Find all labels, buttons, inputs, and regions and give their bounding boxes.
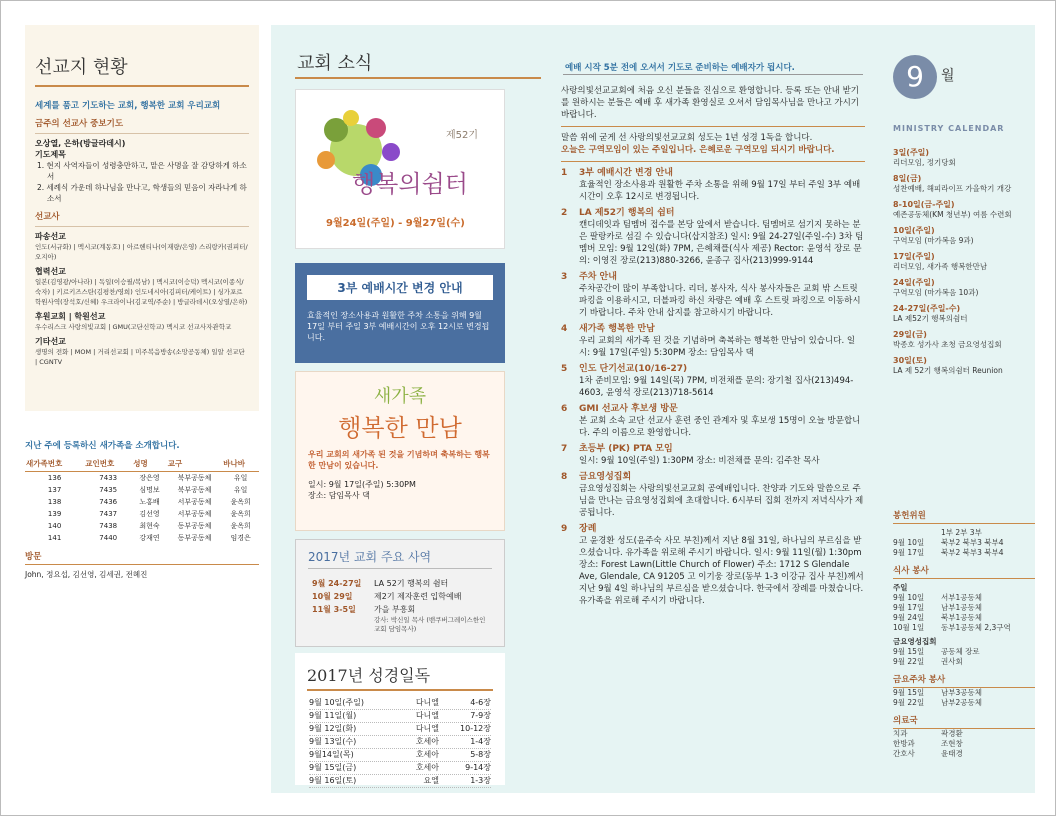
table-row	[25, 520, 259, 532]
calendar-event: 리더모임, 정기당회	[893, 158, 956, 167]
cell: 유일	[233, 474, 248, 482]
bible-book: 다니엘	[415, 698, 439, 707]
bible-book: 호세아	[415, 763, 439, 772]
cell: 137	[47, 486, 62, 494]
retreat-flyer	[295, 89, 505, 249]
welcome-text: 사랑의빛선교교회에 처음 오신 분들을 진심으로 환영합니다. 등록 또는 안내 받기를 원하시는 분들은 예배 후 새가족 환영실로 오셔서 담임목사님을 만나고 가시기 바랍니다.	[561, 86, 859, 120]
row-date: 10월 1일	[893, 623, 925, 632]
news-item-body: 본 교회 소속 교단 선교사 훈련 중인 관계자 및 후보생 15명이 오늘 방문합니다. 주의 이름으로 환영합니다.	[579, 416, 861, 438]
table-row	[25, 484, 259, 496]
calendar-item	[893, 251, 1035, 272]
bible-date: 9월 15일(금)	[309, 763, 357, 772]
row-date: 9월 22일	[893, 657, 925, 666]
event-text: LA 52기 행복의 쉼터	[374, 579, 449, 588]
dispatch-list: 인도(서규화) | 멕시코(계동호) | 아르헨티나(이재량/은영) 스리랑카(권피터/오지아)	[35, 243, 248, 261]
bible-book: 호세아	[415, 750, 439, 759]
retreat-dates: 9월24일(주일) - 9월27일(수)	[326, 218, 465, 229]
cell: 강재연	[139, 534, 160, 542]
retreat-title: 행복의쉼터	[352, 170, 468, 198]
news-item-title: 금요영성집회	[579, 472, 632, 482]
col-district: 교구	[167, 456, 222, 472]
cell: 7435	[99, 486, 118, 494]
cell: 북부공동체	[177, 486, 212, 494]
bible-book: 호세아	[415, 737, 439, 746]
medical-heading: 의료국	[893, 714, 1035, 729]
friday-row	[893, 647, 1035, 657]
cell: 138	[47, 498, 62, 506]
news-list	[561, 85, 865, 607]
meet-top-text: 새가족	[373, 386, 427, 407]
cell: 서부공동체	[177, 510, 212, 518]
row-value: 곽경환	[941, 729, 963, 738]
news-item	[561, 403, 865, 439]
meal-heading: 식사 봉사	[893, 564, 1035, 579]
meal-row	[893, 603, 1035, 613]
bible-row	[309, 697, 491, 710]
prayer-item-1: 1. 현지 사역자들이 성령충만하고, 맡은 사명을 잘 감당하게 하소서	[37, 161, 247, 181]
bible-chapters: 10-12장	[460, 724, 491, 733]
row-value: 조현창	[941, 739, 963, 748]
news-num: 4	[561, 324, 568, 334]
news-item-title: 새가족 행복한 만남	[579, 324, 655, 334]
news-item	[561, 167, 865, 203]
calendar-date: 24일(주일)	[893, 278, 935, 287]
bible-date: 9월 12일(화)	[309, 724, 357, 733]
row-label: 한방과	[893, 739, 915, 748]
row-value: 동부1공동체 2,3구역	[941, 623, 1011, 632]
news-item-title: LA 제52기 행복의 쉼터	[579, 208, 675, 218]
news-num: 9	[561, 524, 568, 534]
medical-row	[893, 749, 1035, 759]
visitor-heading: 방문	[25, 550, 259, 565]
event-note: 강사: 박신일 목사 (밴쿠버그레이스한인교회 담임목사)	[374, 616, 486, 633]
cell: 노홍배	[139, 498, 160, 506]
newcomer-section	[25, 439, 259, 580]
cell: 서부공동체	[177, 498, 212, 506]
calendar-event: 구역모임 (마가복음 9과)	[893, 236, 974, 245]
support-list: 우수리스크 사랑의빛교회 | GMU(고단신학교) 멕시코 선교사자관학교	[35, 323, 232, 331]
cell: 7436	[99, 498, 118, 506]
service-change-title: 3부 예배시간 변경 안내	[307, 275, 493, 300]
bible-chapters: 5-8장	[470, 750, 491, 759]
retreat-number: 제52기	[446, 130, 479, 141]
news-item	[561, 471, 865, 519]
event-date: 11월 3-5일	[312, 605, 356, 614]
cell: 유일	[233, 486, 248, 494]
table-row	[25, 472, 259, 485]
bible-row	[309, 775, 491, 788]
weekly-missionary-names: 오상열, 은하(방글라데시)	[35, 139, 126, 148]
row-value: 남부3공동체	[941, 688, 982, 697]
major-events-box	[295, 539, 505, 647]
tagline: 예배 시작 5분 전에 오셔서 기도로 준비하는 예배자가 됩시다.	[565, 63, 795, 73]
news-item-body: 1차 준비모임: 9월 14일(목) 7PM, 비전채플 문의: 장기철 집사(213)494-4603, 윤영석 장로(213)718-5614	[579, 376, 854, 398]
cell: 장은영	[139, 474, 160, 482]
col-member-no: 교인번호	[84, 456, 132, 472]
dispatch-heading: 파송선교	[35, 232, 66, 241]
news-item-body: 금요영성집회는 사랑의빛선교교회 공예배입니다. 찬양과 기도와 말씀으로 주님을 만나는 금요영성집회에 초대합니다. 6시부터 집회 전까지 저녁식사가 제공됩니다.	[579, 484, 864, 518]
news-num: 3	[561, 272, 568, 282]
friday-row	[893, 657, 1035, 667]
prayer-item-2: 2. 세례식 가운데 하나님을 만나고, 학생들의 믿음이 자라나게 하소서	[37, 183, 247, 203]
cell: 김선영	[139, 510, 160, 518]
news-num: 1	[561, 168, 568, 178]
calendar-event: 구역모임 (마가복음 10과)	[893, 288, 979, 297]
coop-heading: 협력선교	[35, 267, 66, 276]
row-value: 남부2공동체	[941, 698, 982, 707]
bible-row	[309, 762, 491, 775]
other-list: 생명의 전화 | MOM | 거리선교회 | 미주복음방송(소망공동체) 일알 선교단 | CGNTV	[35, 348, 245, 366]
row-label: 치과	[893, 729, 908, 738]
news-item-title: 3부 예배시간 변경 안내	[579, 168, 673, 178]
cell: 139	[47, 510, 62, 518]
event-row	[312, 603, 488, 616]
month-word: 월	[941, 68, 955, 84]
news-num: 6	[561, 404, 568, 414]
cell: 심명보	[139, 486, 160, 494]
cell: 141	[47, 534, 62, 542]
table-row	[25, 508, 259, 520]
newcomer-table	[25, 456, 259, 544]
table-row	[25, 496, 259, 508]
bible-title: 2017년 성경일독	[307, 663, 493, 691]
bible-date: 9월14일(목)	[309, 750, 354, 759]
visitor-list: John, 정요섭, 김선영, 김세권, 전혜진	[25, 570, 148, 579]
row-value: 공동체 장로	[941, 647, 980, 656]
bible-date: 9월 13일(수)	[309, 737, 357, 746]
calendar-date: 3일(주일)	[893, 148, 930, 157]
usher-columns: 1부 2부 3부	[941, 528, 982, 537]
row-date: 9월 10일	[893, 593, 925, 602]
news-item-body: 일시: 9월 10일(주일) 1:30PM 장소: 비전채플 문의: 김주찬 목사	[579, 456, 820, 466]
bible-chapters: 7-9장	[470, 711, 491, 720]
support-heading: 후원교회 | 학원선교	[35, 312, 106, 321]
friday-heading: 금요영성집회	[893, 637, 937, 646]
meet-where: 장소: 담임목사 댁	[308, 491, 370, 500]
calendar-date: 17일(주일)	[893, 252, 935, 261]
news-num: 7	[561, 444, 568, 454]
month-badge: 9	[893, 55, 937, 99]
coop-list: 일본(김영광/아나라) | 독일(이승필/복남) | 멕시코(이승덕) 멕시코(이종식/숙자) | 키르키즈스탄(김평찬/영희) 인도네시아(김피터/케이트) | 싱가포르 학원사역(장석호/신혜) 우크라이나(김교역/주순) | 방글라데시(오상열/은하)	[35, 278, 248, 306]
calendar-item	[893, 173, 1035, 194]
calendar-item	[893, 225, 1035, 246]
news-item-title: 장례	[579, 524, 597, 534]
calendar-item	[893, 147, 1035, 168]
meet-title: 행복한 만남	[338, 414, 462, 442]
row-value: 북부2 북부3 북부4	[941, 538, 1004, 547]
cell: 7438	[99, 522, 118, 530]
cell: 윤옥희	[230, 522, 251, 530]
mission-status-panel	[25, 25, 259, 411]
event-date: 10월 29일	[312, 592, 353, 601]
table-row	[25, 532, 259, 544]
row-value: 북부1공동체	[941, 613, 982, 622]
bible-date: 9월 16일(토)	[309, 776, 357, 785]
event-date: 9월 24-27일	[312, 579, 362, 588]
cell: 140	[47, 522, 62, 530]
mission-intro: 세계를 품고 기도하는 교회, 행복한 교회 우리교회	[35, 101, 221, 111]
row-value: 서부1공동체	[941, 593, 982, 602]
news-item	[561, 443, 865, 467]
news-item-title: 인도 단기선교(10/16-27)	[579, 364, 688, 374]
word-text: 말씀 위에 굳게 선 사랑의빛선교교회 성도는 1년 성경 1독을 합니다.	[561, 133, 813, 143]
row-value: 남부1공동체	[941, 603, 982, 612]
event-row	[312, 577, 488, 590]
row-date: 9월 15일	[893, 647, 925, 656]
medical-row	[893, 729, 1035, 739]
row-date: 9월 15일	[893, 688, 925, 697]
medical-row	[893, 739, 1035, 749]
cell: 최현숙	[139, 522, 160, 530]
bible-chapters: 1-3장	[470, 776, 491, 785]
parking-row	[893, 688, 1035, 698]
newcomer-heading: 지난 주에 등록하신 새가족을 소개합니다.	[25, 441, 180, 451]
prayer-label: 기도제목	[35, 150, 66, 159]
bible-book: 요엘	[423, 776, 439, 785]
news-item	[561, 363, 865, 399]
meet-when: 일시: 9월 17일(주일) 5:30PM	[308, 480, 416, 489]
usher-heading: 봉헌위원	[893, 509, 1035, 524]
bible-chapters: 9-14장	[465, 763, 491, 772]
bible-chapters: 1-4장	[470, 737, 491, 746]
news-item	[561, 323, 865, 359]
news-item-body: 고 윤경환 성도(윤주숙 사모 부친)께서 지난 8월 31일, 하나님의 부르심을 받으셨습니다. 유가족을 위로해 주시기 바랍니다. 일시: 9월 11일(월) 1:30pm 장소: Forest Lawn(Little Church of Flower) 주소: 1712 S Glendale Ave, Glendale, CA 91205 고 이기웅 장로(동부 1-3 이강규 집사 부친)께서 지난 9월 4일 하나님의 부르심을 받으셨습니다. 한국에서 장례를 마쳤습니다. 유가족을 위로해 주시기 바랍니다.	[579, 536, 864, 606]
cell: 윤옥희	[230, 510, 251, 518]
bible-book: 다니엘	[415, 724, 439, 733]
news-num: 2	[561, 208, 568, 218]
cell: 7440	[99, 534, 118, 542]
cell: 7433	[99, 474, 118, 482]
row-date: 9월 24일	[893, 613, 925, 622]
news-item-title: 주차 안내	[579, 272, 617, 282]
bible-row	[309, 723, 491, 736]
news-item	[561, 271, 865, 319]
mission-title: 선교지 현황	[35, 25, 249, 87]
row-value: 권사회	[941, 657, 963, 666]
news-title: 교회 소식	[297, 53, 373, 74]
calendar-event: LA 제 52기 행복의쉼터 Reunion	[893, 366, 1003, 375]
bible-reading-box	[295, 653, 505, 785]
col-barnabas: 바나바	[222, 456, 259, 472]
usher-row	[893, 548, 1035, 558]
news-num: 8	[561, 472, 568, 482]
news-item-body: 효율적인 장소사용과 원활한 주차 소통을 위해 9월 17일 부터 주일 3부 예배시간이 오후 12시로 변경됩니다.	[579, 180, 861, 202]
news-item-body: 우리 교회의 새가족 된 것을 기념하며 축복하는 행복한 만남이 있습니다. 일시: 9월 17일(주일) 5:30PM 장소: 담임목사 댁	[579, 336, 856, 358]
cell: 임경은	[230, 534, 251, 542]
calendar-event: 박종호 성가사 초청 금요영성집회	[893, 340, 1002, 349]
news-item	[561, 207, 865, 267]
event-text: 제2기 제자훈련 입학예배	[374, 592, 462, 601]
calendar-date: 8일(금)	[893, 174, 922, 183]
news-item-title: 초등부 (PK) PTA 모임	[579, 444, 673, 454]
ministry-calendar	[893, 147, 1035, 381]
col-name: 성명	[132, 456, 167, 472]
calendar-heading: MINISTRY CALENDAR	[893, 124, 1005, 133]
row-date: 9월 10일	[893, 538, 925, 547]
cell: 7437	[99, 510, 118, 518]
calendar-date: 24-27일(주일-수)	[893, 304, 961, 313]
calendar-item	[893, 303, 1035, 324]
news-item-body: 캔디데잇과 팀멤버 접수를 본당 앞에서 받습니다. 팀멤버로 섬기지 못하는 분은 팔랑카로 섬길 수 있습니다(삽지참조) 일시: 9월 24-27일(주일-수) 3차 팀멤버 모임: 9월 12일(화) 7PM, 은혜채플(식사 제공) Rector: 윤영석 장로 문의: 이영진 장로(213)880-3266, 윤종구 집사(213)999-9144	[579, 220, 864, 266]
missionary-heading: 선교사	[35, 212, 60, 222]
highlight-text: 오늘은 구역모임이 있는 주일입니다. 은혜로운 구역모임 되시기 바랍니다.	[561, 145, 835, 155]
calendar-event: 성찬예배, 해피라이프 가을학기 개강	[893, 184, 1012, 193]
usher-row	[893, 538, 1035, 548]
calendar-item	[893, 277, 1035, 298]
cell: 동부공동체	[177, 522, 212, 530]
meet-body: 우리 교회의 새가족 된 것을 기념하며 축복하는 행복한 만남이 있습니다.	[308, 450, 490, 470]
row-date: 9월 22일	[893, 698, 925, 707]
row-value: 북부2 북부3 북부4	[941, 548, 1004, 557]
service-lists	[893, 503, 1035, 759]
events-title: 2017년 교회 주요 사역	[308, 548, 492, 569]
calendar-event: 리더모임, 새가족 행복한만남	[893, 262, 988, 271]
sunday-heading: 주일	[893, 583, 908, 592]
meal-row	[893, 623, 1035, 633]
bible-row	[309, 736, 491, 749]
row-date: 9월 17일	[893, 603, 925, 612]
event-text: 가을 부흥회	[374, 605, 416, 614]
news-item-body: 주차공간이 많이 부족합니다. 리더, 봉사자, 식사 봉사자들은 교회 밖 스트릿 파킹을 이용하시고, 더블파킹 하신 차량은 예배 후 스트릿 파킹으로 이동하시기 바랍니다. 주차 안내 삽지를 참고하시기 바랍니다.	[579, 284, 861, 318]
calendar-date: 10일(주일)	[893, 226, 935, 235]
cell: 동부공동체	[177, 534, 212, 542]
service-change-body: 효율적인 장소사용과 원활한 주차 소통을 위해 9월 17일 부터 주일 3부 예배시간이 오후 12시로 변경됩니다.	[307, 311, 490, 342]
calendar-event: LA 제52기 행복의쉼터	[893, 314, 968, 323]
bible-row	[309, 710, 491, 723]
calendar-date: 29일(금)	[893, 330, 927, 339]
calendar-item	[893, 355, 1035, 376]
calendar-date: 8-10일(금-주일)	[893, 200, 955, 209]
bible-date: 9월 10일(주일)	[309, 698, 364, 707]
newcomer-meeting-flyer	[295, 371, 505, 531]
calendar-event: 예존공동체(KM 청년부) 여름 수련회	[893, 210, 1012, 219]
cell: 136	[47, 474, 62, 482]
bible-book: 다니엘	[415, 711, 439, 720]
bible-date: 9월 11일(월)	[309, 711, 357, 720]
bible-row	[309, 749, 491, 762]
news-item-title: GMI 선교사 후보생 방문	[579, 404, 678, 414]
row-date: 9월 17일	[893, 548, 925, 557]
weekly-missionary-heading: 금주의 선교사 중보기도	[35, 119, 124, 129]
parking-row	[893, 698, 1035, 708]
event-row	[312, 590, 488, 603]
cell: 북부공동체	[177, 474, 212, 482]
calendar-date: 30일(토)	[893, 356, 927, 365]
row-label: 간호사	[893, 749, 915, 758]
service-change-flyer	[295, 263, 505, 363]
meal-row	[893, 593, 1035, 603]
calendar-item	[893, 329, 1035, 350]
row-value: 윤태경	[941, 749, 963, 758]
bible-chapters: 4-6장	[470, 698, 491, 707]
news-num: 5	[561, 364, 568, 374]
col-newcomer-no: 새가족번호	[25, 456, 84, 472]
news-item	[561, 523, 865, 607]
meal-row	[893, 613, 1035, 623]
cell: 윤옥희	[230, 498, 251, 506]
calendar-item	[893, 199, 1035, 220]
parking-heading: 금요주차 봉사	[893, 673, 1035, 688]
other-heading: 기타선교	[35, 337, 66, 346]
